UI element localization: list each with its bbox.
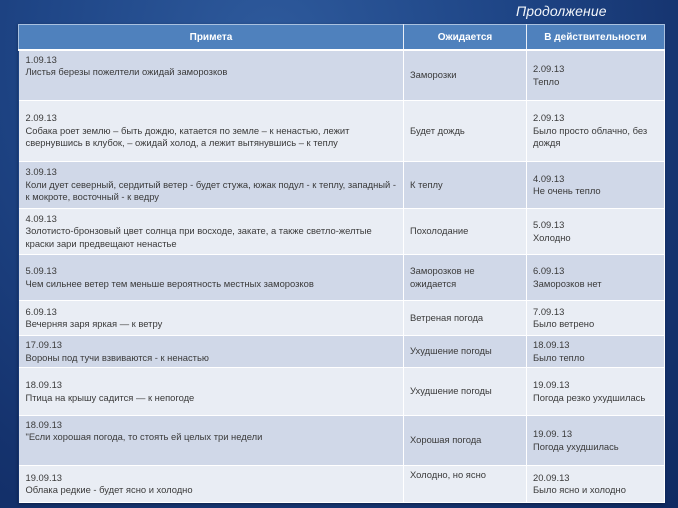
sign-date: 4.09.13 (25, 212, 57, 224)
sign-text: "Если хорошая погода, то стоять ей целых три недели (25, 431, 263, 443)
sign-cell (19, 50, 404, 101)
sign-text: Вороны под тучи взвиваются - к ненастью (25, 351, 209, 363)
sign-text: Чем сильнее ветер тем меньше вероятность местных заморозков (25, 277, 314, 289)
actual-cell (527, 368, 665, 416)
slide-subtitle: Продолжение (516, 3, 607, 19)
sign-date: 18.09.13 (25, 379, 62, 391)
sign-cell (19, 101, 404, 162)
expected-cell: Ухудшение погоды (404, 336, 527, 368)
actual-text: Погода ухудшилась (533, 440, 619, 452)
sign-text: Облака редкие - будет ясно и холодно (25, 484, 193, 495)
actual-cell (527, 209, 665, 255)
sign-text: Птица на крышу садится — к непогоде (25, 391, 195, 403)
sign-date: 17.09.13 (25, 339, 62, 351)
expected-cell: Ухудшение погоды (404, 368, 527, 416)
actual-cell (527, 101, 665, 162)
table-row (19, 368, 665, 416)
header-expected: Ожидается (404, 25, 527, 51)
actual-cell (527, 466, 665, 503)
expected-cell: Будет дождь (404, 101, 527, 162)
actual-cell (527, 416, 665, 466)
sign-date: 6.09.13 (25, 305, 57, 317)
sign-date: 18.09.13 (25, 419, 62, 430)
actual-date: 7.09.13 (533, 305, 565, 317)
actual-date: 19.09.13 (533, 379, 570, 391)
sign-cell (19, 466, 404, 503)
actual-cell (527, 50, 665, 101)
table-row (19, 336, 665, 368)
sign-cell (19, 416, 404, 466)
header-actual: В действительности (527, 25, 665, 51)
table-row (19, 255, 665, 301)
sign-text: Листья березы пожелтели ожидай заморозков (25, 66, 228, 78)
sign-text: Золотисто-бронзовый цвет солнца при восходе, закате, а также светло-желтые краски зари предвещают ненастье (25, 225, 372, 249)
sign-cell (19, 301, 404, 336)
header-sign: Примета (19, 25, 404, 51)
weather-signs-table (18, 24, 664, 503)
table-row (19, 416, 665, 466)
sign-cell (19, 209, 404, 255)
actual-text: Заморозков нет (533, 277, 602, 289)
table-row (19, 301, 665, 336)
actual-date: 2.09.13 (533, 112, 565, 124)
actual-date: 18.09.13 (533, 339, 570, 351)
actual-date: 5.09.13 (533, 219, 565, 231)
table-row (19, 162, 665, 209)
table-row (19, 209, 665, 255)
expected-cell: Хорошая погода (404, 416, 527, 466)
sign-date: 5.09.13 (25, 265, 57, 277)
sign-date: 3.09.13 (25, 166, 57, 178)
actual-cell (527, 336, 665, 368)
expected-cell: Похолодание (404, 209, 527, 255)
sign-text: Собака роет землю – быть дождю, катается по земле – к ненастью, лежит свернувшись в клубок, – ожидай холод, а лежит вытянувшись – к теплу (25, 124, 350, 149)
actual-cell (527, 255, 665, 301)
sign-cell (19, 368, 404, 416)
expected-cell: Заморозки (404, 50, 527, 101)
sign-cell (19, 255, 404, 301)
sign-text: Вечерняя заря яркая — к ветру (25, 318, 163, 329)
sign-cell (19, 336, 404, 368)
expected-cell: Холодно, но ясно (404, 466, 527, 503)
actual-text: Холодно (533, 231, 571, 243)
table-row (19, 466, 665, 503)
actual-text: Было тепло (533, 351, 585, 363)
sign-date: 1.09.13 (25, 54, 57, 65)
actual-date: 2.09.13 (533, 63, 565, 75)
table-row (19, 50, 665, 101)
table (18, 24, 665, 503)
sign-cell (19, 162, 404, 209)
expected-cell: Ветреная погода (404, 301, 527, 336)
expected-cell: К теплу (404, 162, 527, 209)
table-header-row (19, 25, 665, 51)
actual-cell (527, 162, 665, 209)
sign-date: 2.09.13 (25, 112, 57, 124)
actual-text: Было ветрено (533, 318, 595, 329)
actual-date: 20.09.13 (533, 471, 570, 483)
actual-date: 6.09.13 (533, 265, 565, 277)
sign-text: Коли дует северный, сердитый ветер - будет стужа, южак подул - к теплу, западный - к мокроте, восточный - к ведру (25, 178, 397, 203)
sign-date: 19.09.13 (25, 471, 62, 483)
actual-date: 19.09. 13 (533, 428, 573, 440)
actual-cell (527, 301, 665, 336)
table-row (19, 101, 665, 162)
actual-date: 4.09.13 (533, 172, 565, 184)
actual-text: Погода резко ухудшилась (533, 391, 646, 403)
expected-cell: Заморозков не ожидается (404, 255, 527, 301)
actual-text: Было просто облачно, без дождя (533, 124, 648, 149)
actual-text: Было ясно и холодно (533, 484, 626, 495)
actual-text: Тепло (533, 75, 560, 87)
actual-text: Не очень тепло (533, 185, 601, 196)
